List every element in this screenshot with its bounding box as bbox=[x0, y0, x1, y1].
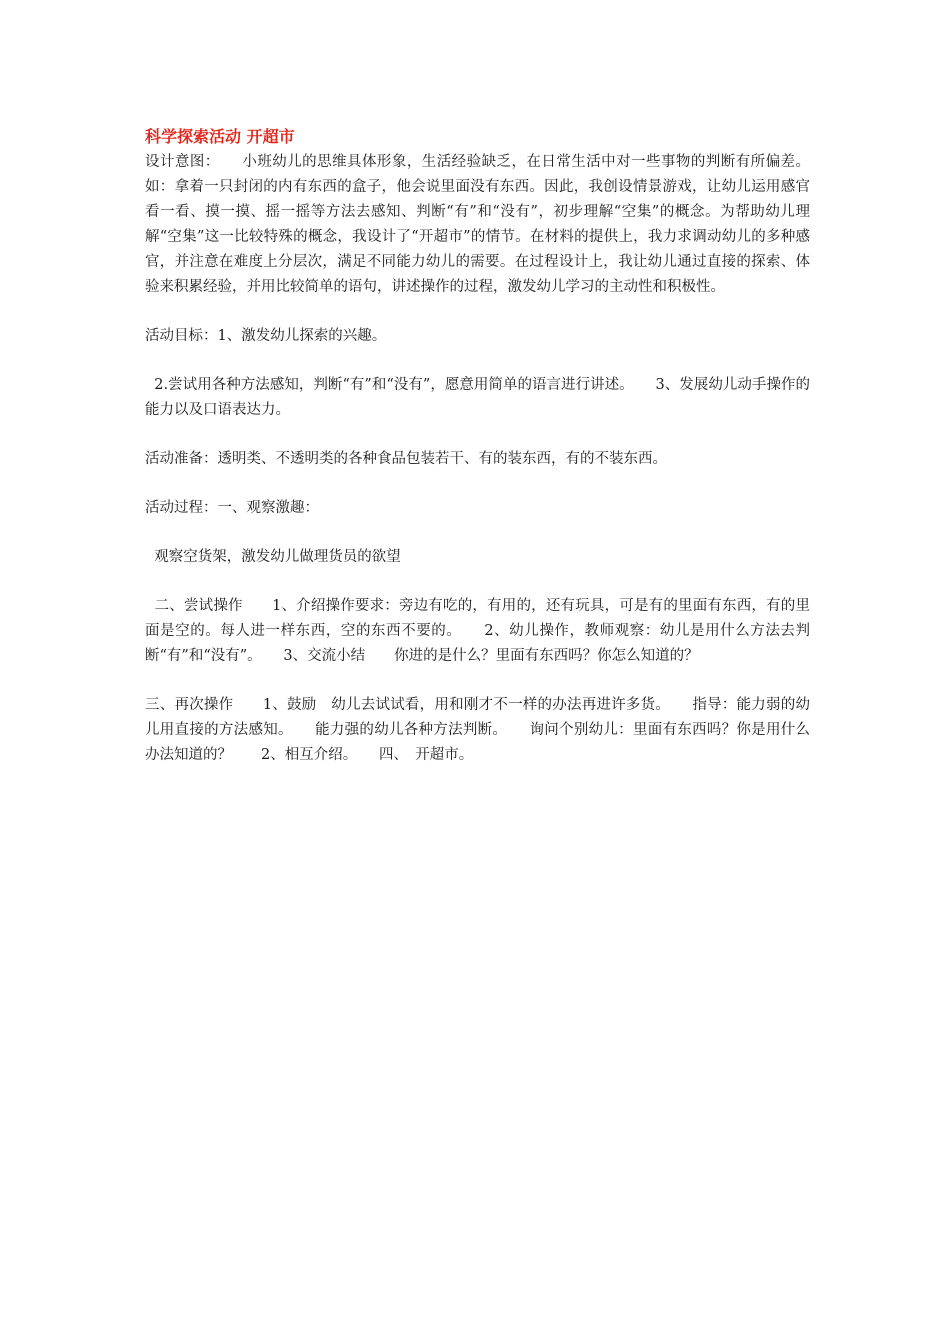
spacer bbox=[145, 423, 810, 447]
try-operation-paragraph: 二、尝试操作 1、介绍操作要求：旁边有吃的，有用的，还有玩具，可是有的里面有东西，有的里面是空的。每人进一样东西，空的东西不要的。 2、幼儿操作，教师观察：幼儿是用什么方法去判断“有”和“没有”。 3、交流小结 你进的是什么？里面有东西吗？你怎么知道的？ bbox=[145, 598, 810, 664]
spacer bbox=[145, 521, 810, 545]
design-intent-paragraph: 设计意图： 小班幼儿的思维具体形象，生活经验缺乏，在日常生活中对一些事物的判断有所偏差。如：拿着一只封闭的内有东西的盒子，他会说里面没有东西。因此，我创设情景游戏，让幼儿运用感官看一看、摸一摸、摇一摇等方法去感知、判断“有”和“没有”，初步理解“空集”的概念。为帮助幼儿理解“空集”这一比较特殊的概念，我设计了“开超市”的情节。在材料的提供上，我力求调动幼儿的多种感官，并注意在难度上分层次，满足不同能力幼儿的需要。在过程设计上，我让幼儿通过直接的探索、体验来积累经验，并用比较简单的语句，讲述操作的过程，激发幼儿学习的主动性和积极性。 bbox=[145, 154, 810, 295]
spacer bbox=[145, 669, 810, 693]
goals-paragraph: 活动目标：1、激发幼儿探索的兴趣。 bbox=[145, 328, 387, 344]
spacer bbox=[145, 570, 810, 594]
spacer bbox=[145, 349, 810, 373]
document-title: 科学探索活动 开超市 bbox=[145, 127, 295, 146]
spacer bbox=[145, 472, 810, 496]
observe-paragraph: 观察空货架，激发幼儿做理货员的欲望 bbox=[145, 549, 401, 565]
goals-continued-paragraph: 2.尝试用各种方法感知，判断“有”和“没有”，愿意用简单的语言进行讲述。 3、发展幼儿动手操作的能力以及口语表达力。 bbox=[145, 377, 810, 418]
process-paragraph: 活动过程：一、观察激趣： bbox=[145, 500, 319, 516]
spacer bbox=[145, 300, 810, 324]
document-page bbox=[145, 124, 810, 768]
retry-operation-paragraph: 三、再次操作 1、鼓励 幼儿去试试看，用和刚才不一样的办法再进许多货。 指导：能力弱的幼儿用直接的方法感知。 能力强的幼儿各种方法判断。 询问个别幼儿：里面有东西吗？你是用什么办法知道的？ 2、相互介绍。 四、 开超市。 bbox=[145, 697, 810, 763]
preparation-paragraph: 活动准备：透明类、不透明类的各种食品包装若干、有的装东西，有的不装东西。 bbox=[145, 451, 667, 467]
